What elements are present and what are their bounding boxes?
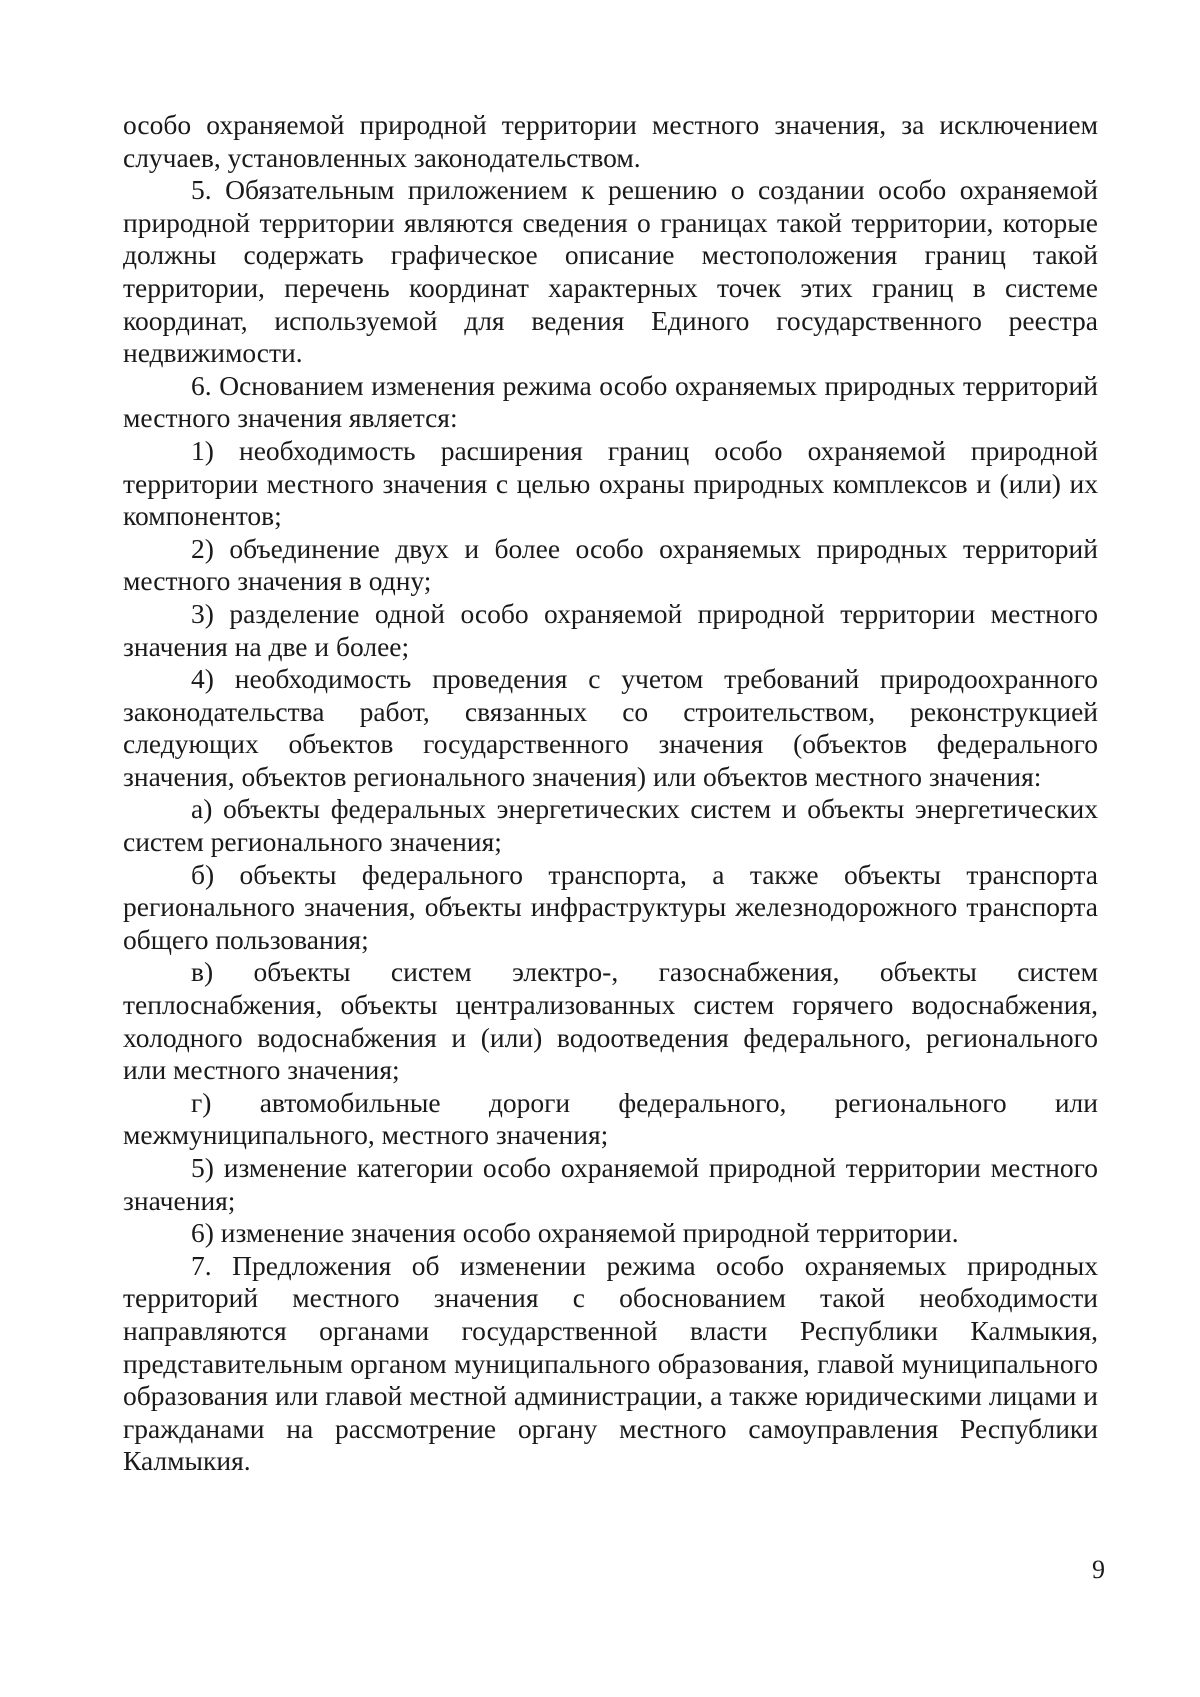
paragraph-item-6-4-b: б) объекты федерального транспорта, а также объекты транспорта регионального значения, объекты инфраструктуры железнодорожного транспорта общего пользования; (123, 858, 1098, 955)
paragraph-item-6-2: 2) объединение двух и более особо охраняемых природных территорий местного значения в одну; (123, 532, 1098, 597)
paragraph-item-6-6: 6) изменение значения особо охраняемой природной территории. (191, 1217, 959, 1249)
paragraph-item-5: 5. Обязательным приложением к решению о создании особо охраняемой природной территории являются сведения о границах такой территории, которые должны содержать графическое описание местоположения границ такой территории, перечень координат характерных точек этих границ в системе координат, используемой для ведения Единого государственного реестра недвижимости. (123, 174, 1098, 369)
paragraph-item-6-4-g: г) автомобильные дороги федерального, регионального или межмуниципального, местного значения; (123, 1086, 1098, 1151)
paragraph-continuation: особо охраняемой природной территории местного значения, за исключением случаев, установленных законодательством. (123, 109, 1098, 173)
paragraph-item-6-3: 3) разделение одной особо охраняемой природной территории местного значения на две и более; (123, 597, 1098, 662)
paragraph-item-6-4: 4) необходимость проведения с учетом требований природоохранного законодательства работ, связанных со строительством, реконструкцией следующих объектов государственного значения (объектов федерального значения, объектов регионального значения) или объектов местного значения: (123, 663, 1098, 792)
body-text (123, 109, 1098, 1478)
paragraph-item-6-5: 5) изменение категории особо охраняемой природной территории местного значения; (123, 1152, 1098, 1216)
paragraph-item-6-4-v: в) объекты систем электро-, газоснабжения, объекты систем теплоснабжения, объекты централизованных систем горячего водоснабжения, холодного водоснабжения и (или) водоотведения федерального, регионального или местного значения; (123, 956, 1098, 1086)
paragraph-item-6: 6. Основанием изменения режима особо охраняемых природных территорий местного значения является: (123, 369, 1098, 434)
paragraph-item-6-1: 1) необходимость расширения границ особо охраняемой природной территории местного значения с целью охраны природных комплексов и (или) их компонентов; (123, 434, 1098, 532)
paragraph-item-6-4-a: а) объекты федеральных энергетических систем и объекты энергетических систем регионального значения; (123, 793, 1098, 858)
paragraph-item-7: 7. Предложения об изменении режима особо охраняемых природных территорий местного значения с обоснованием такой необходимости направляются органами государственной власти Республики Калмыкия, представительным органом муниципального образования, главой муниципального образования или главой местной администрации, а также юридическими лицами и гражданами на рассмотрение органу местного самоуправления Республики Калмыкия. (123, 1249, 1098, 1477)
page-number: 9 (1092, 1555, 1105, 1584)
